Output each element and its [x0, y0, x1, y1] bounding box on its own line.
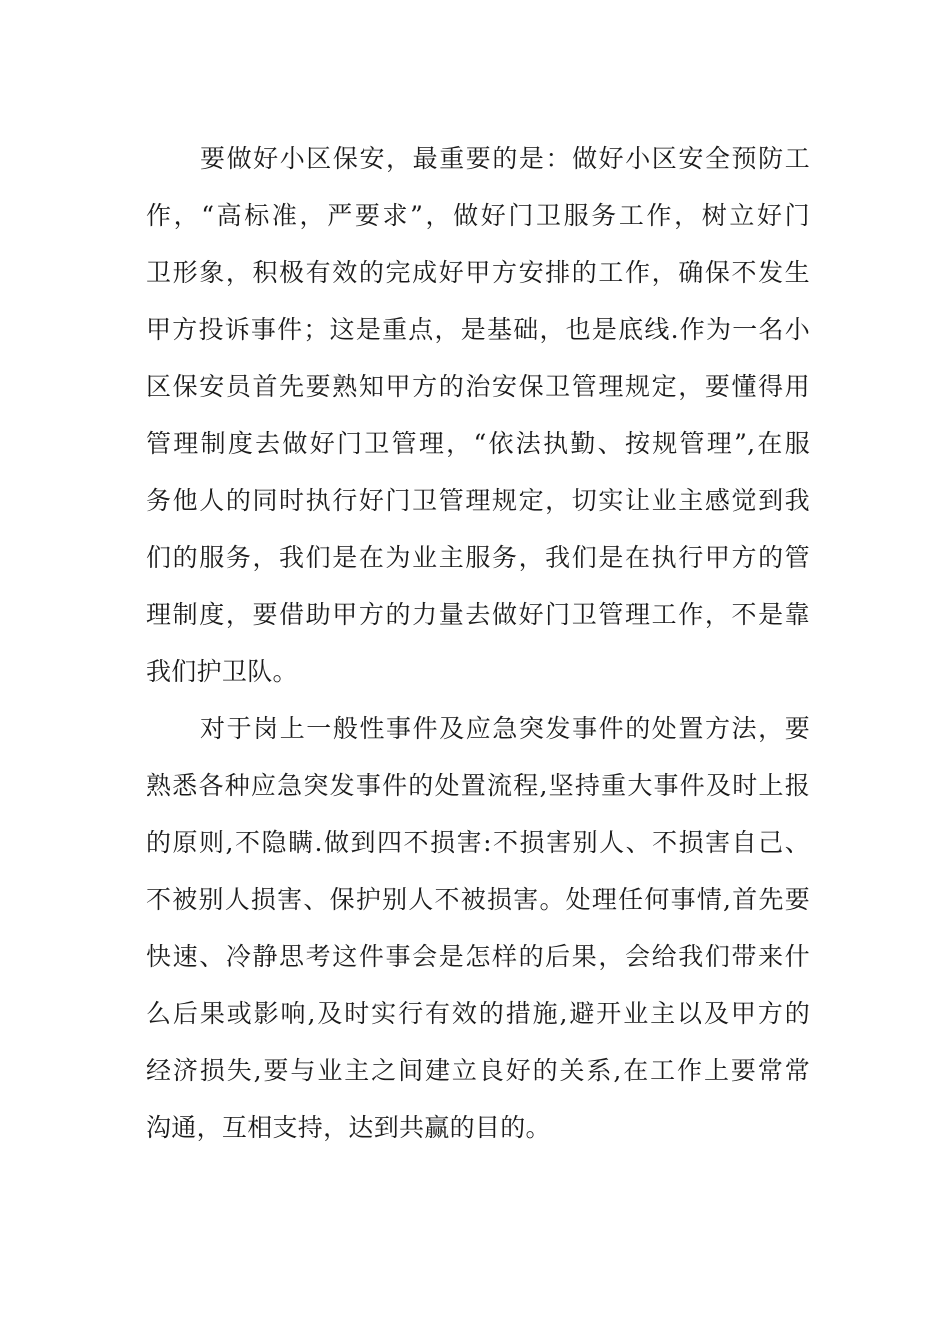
- paragraph-2-line-8: 沟通，互相支持，达到共赢的目的。: [146, 1113, 551, 1142]
- paragraph-1-line-7: 务他人的同时执行好门卫管理规定，切实让业主感觉到我: [146, 486, 810, 515]
- paragraph-2-line-2: 熟悉各种应急突发事件的处置流程,坚持重大事件及时上报: [146, 771, 810, 800]
- paragraph-1-line-3: 卫形象，积极有效的完成好甲方安排的工作，确保不发生: [146, 258, 810, 287]
- paragraph-2-line-5: 快速、冷静思考这件事会是怎样的后果，会给我们带来什: [146, 942, 810, 971]
- paragraph-1-line-6: 管理制度去做好门卫管理，“依法执勤、按规管理”,在服: [146, 429, 810, 458]
- paragraph-2-line-6: 么后果或影响,及时实行有效的措施,避开业主以及甲方的: [146, 999, 810, 1028]
- paragraph-1-line-9: 理制度，要借助甲方的力量去做好门卫管理工作，不是靠: [146, 600, 810, 629]
- paragraph-1-line-8: 们的服务，我们是在为业主服务，我们是在执行甲方的管: [146, 543, 810, 572]
- paragraph-1-line-2: 作，“高标准，严要求”，做好门卫服务工作，树立好门: [146, 201, 810, 230]
- paragraph-1-line-10: 我们护卫队。: [146, 657, 298, 686]
- paragraph-2-line-4: 不被别人损害、保护别人不被损害。处理任何事情,首先要: [146, 885, 810, 914]
- paragraph-2-line-1: 对于岗上一般性事件及应急突发事件的处置方法，要: [200, 714, 810, 743]
- paragraph-1-line-5: 区保安员首先要熟知甲方的治安保卫管理规定，要懂得用: [146, 372, 810, 401]
- document-body: [146, 130, 810, 1156]
- paragraph-2-line-3: 的原则,不隐瞒.做到四不损害:不损害别人、不损害自己、: [146, 828, 810, 857]
- paragraph-2-line-7: 经济损失,要与业主之间建立良好的关系,在工作上要常常: [146, 1056, 810, 1085]
- paragraph-1-line-4: 甲方投诉事件；这是重点，是基础，也是底线.作为一名小: [146, 315, 810, 344]
- paragraph-1-line-1: 要做好小区保安，最重要的是：做好小区安全预防工: [200, 144, 810, 173]
